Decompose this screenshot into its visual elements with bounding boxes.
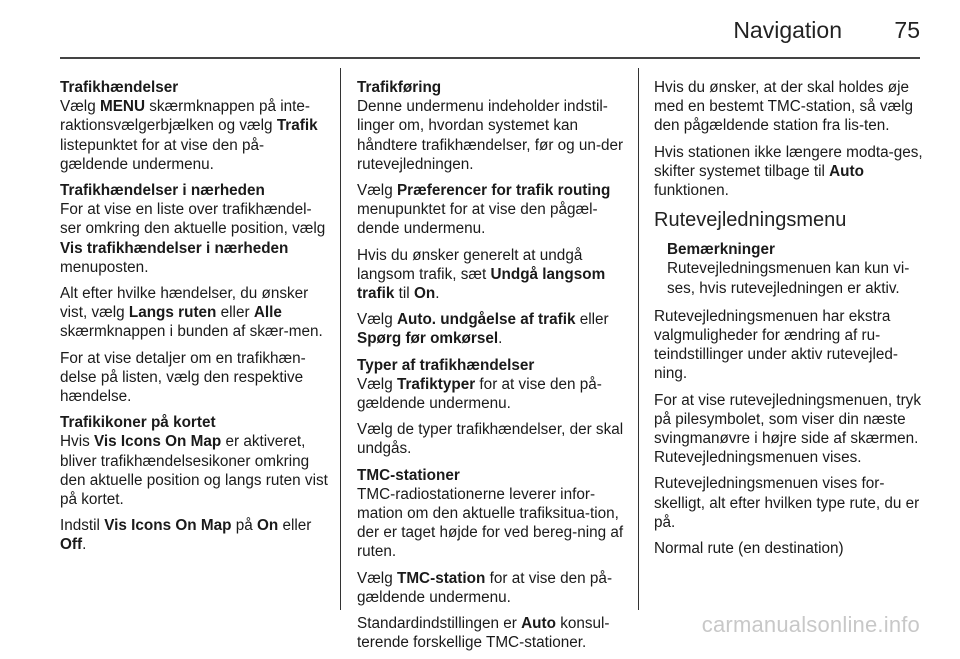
paragraph: For at vise rutevejledningsmenuen, tryk på pilesymbolet, som viser din næste svingmanøvre i højre side af skærmen. Rutevejledningsmenuen vises. (654, 391, 921, 467)
column-2 (357, 78, 627, 659)
page-header (0, 0, 960, 58)
paragraph: Alt efter hvilke hændelser, du ønsker vist, vælg Langs ruten eller Alle skærmknappen i bunden af skær-men. (60, 285, 323, 341)
section-tmc-stations: TMC-stationer TMC-radiostationerne leverer infor-mation om den aktuelle trafiksitua-tion, der er taget højde for ved bereg-ning af ruten. (357, 466, 627, 562)
paragraph: Rutevejledningsmenuen har ekstra valgmuligheder for ændring af ru-teindstillinger under aktiv rutevejled-ning. (654, 307, 899, 383)
section-heading: Trafikhændelser (60, 79, 179, 96)
traffic-keyword: Trafik (276, 117, 318, 135)
paragraph: Vælg TMC-station for at vise den på-gældende undermenu. (357, 569, 613, 606)
paragraph: Standardindstillingen er Auto konsul-terende forskellige TMC-stationer. (357, 615, 610, 652)
column-divider-2 (638, 68, 639, 610)
section-heading: Trafikhændelser i nærheden (60, 182, 265, 200)
note-body: Rutevejledningsmenuen kan kun vi-ses, hvis rutevejledningen er aktiv. (667, 260, 910, 297)
paragraph: Hvis stationen ikke længere modta-ges, skifter systemet tilbage til Auto funktionen. (654, 143, 923, 200)
section-traffic-routing: Trafikføring Denne undermenu indeholder indstil-linger om, hvordan systemet kan håndtere trafikhændelser, før og un-der rutevejledningen. (357, 78, 627, 174)
section-heading: Trafikikoner på kortet (60, 414, 216, 432)
section-heading: Trafikføring (357, 79, 442, 96)
section-heading: TMC-stationer (357, 466, 460, 484)
paragraph: Vælg Præferencer for trafik routing menupunktet for at vise den pågæl-dende undermenu. (357, 182, 611, 238)
paragraph: Hvis du ønsker generelt at undgå langsom trafik, sæt Undgå langsom trafik til On. (357, 246, 606, 303)
menu-keyword: MENU (99, 98, 146, 116)
section-heading: Typer af trafikhændelser (357, 356, 535, 374)
section-event-types: Typer af trafikhændelser Vælg Trafiktyper for at vise den på-gældende undermenu. (357, 356, 627, 414)
paragraph: Vælg de typer trafikhændelser, der skal undgås. (357, 421, 624, 458)
page-number: 75 (894, 17, 920, 43)
paragraph: For at vise detaljer om en trafikhæn-delse på listen, vælg den respektive hændelse. (60, 349, 306, 406)
paragraph: Indstil Vis Icons On Map på On eller Off. (60, 517, 312, 554)
note-box (654, 240, 924, 298)
paragraph: Vælg Auto. undgåelse af trafik eller Spørg før omkørsel. (357, 311, 609, 348)
section-traffic-events: Trafikhændelser Vælg MENU skærmknappen på inte-raktionsvælgerbjælken og vælg Trafik listepunktet for at vise den på-gældende undermenu. (60, 78, 328, 174)
page-title: Navigation (733, 17, 842, 43)
watermark: carmanualsonline.info (701, 612, 920, 637)
paragraph: Hvis du ønsker, at der skal holdes øje med en bestemt TMC-station, så vælg den pågældende station fra lis-ten. (654, 79, 914, 135)
note-heading: Bemærkninger (667, 241, 775, 259)
column-1 (60, 78, 328, 562)
section-title-route-guidance-menu: Rutevejledningsmenu (654, 209, 847, 232)
paragraph: Normal rute (en destination) (654, 540, 844, 558)
header-divider (60, 57, 920, 59)
column-3 (654, 78, 924, 565)
section-map-icons: Trafikikoner på kortet Hvis Vis Icons On Map er aktiveret, bliver trafikhændelsesikoner omkring den aktuelle position og langs ruten vist på kortet. (60, 414, 328, 509)
section-nearby-events: Trafikhændelser i nærheden For at vise en liste over trafikhændel-ser omkring den aktuelle position, vælg Vis trafikhændelser i nærheden menuposten. (60, 181, 328, 277)
column-divider-1 (340, 68, 341, 610)
paragraph: Rutevejledningsmenuen vises for-skelligt, alt efter hvilken type rute, du er på. (654, 475, 920, 531)
